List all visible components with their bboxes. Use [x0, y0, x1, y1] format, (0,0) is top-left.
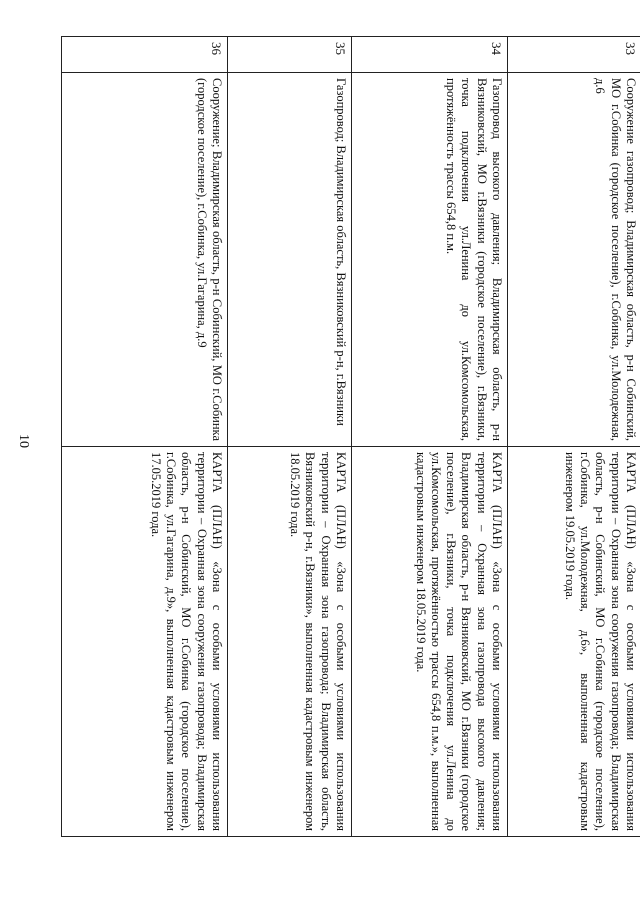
- object-description: Сооружение; Владимирская область, р-н Собинский, МО г.Собинка (городское поселение), г.Собинка, ул.Гагарина, д.9: [62, 73, 228, 447]
- object-description: Газопровод; Владимирская область, Вязниковский р-н, г.Вязники: [228, 73, 352, 447]
- row-number: 36: [62, 37, 228, 73]
- map-plan-document: КАРТА (ПЛАН) «Зона с особыми условиями использования территории – Охранная зона сооружения газопровода; Владимирская область, р-н Собинский, МО г.Собинка (городское поселение), г.Собинка, ул.Молодежная, д.6», выполненная кадастровым инженером 19.05.2019 года.: [508, 447, 640, 837]
- table-row: [62, 37, 228, 837]
- map-plan-document: КАРТА (ПЛАН) «Зона с особыми условиями использования территории – Охранная зона сооружения газопровода; Владимирская область, р-н Собинский, МО г.Собинка (городское поселение), г.Собинка, ул.Гагарина, д.9», выполненная кадастровым инженером 17.05.2019 года.: [62, 447, 228, 837]
- table-row: [508, 37, 640, 837]
- table-row: [352, 37, 508, 837]
- object-description: Сооружение газопровод; Владимирская область, р-н Собинский, МО г.Собинка (городское поселение), г.Собинка, ул.Молодежная, д.6: [508, 73, 640, 447]
- row-number: 33: [508, 37, 640, 73]
- object-description: Газопровод высокого давления; Владимирская область, р-н Вязниковский, МО г.Вязники (городское поселение), г.Вязники, точка подключения ул.Ленина до ул.Комсомольская, протяжённость трассы 654,8 п.м.: [352, 73, 508, 447]
- page-number: 10: [16, 434, 31, 448]
- map-plan-document: КАРТА (ПЛАН) «Зона с особыми условиями использования территории – Охранная зона газопровода высокого давления; Владимирская область, р-н Вязниковский, МО г.Вязники (городское поселение), г.Вязники, точка подключения ул.Ленина до ул.Комсомольская, протяжённостью трассы 654,8 п.м.», выполненная кадастровым инженером 18.05.2019 года.: [352, 447, 508, 837]
- map-plan-document: КАРТА (ПЛАН) «Зона с особыми условиями использования территории – Охранная зона газопровода; Владимирская область, Вязниковский р-н, г.Вязники», выполненная кадастровым инженером 18.05.2019 года.: [228, 447, 352, 837]
- zones-table: [61, 36, 640, 837]
- row-number: 35: [228, 37, 352, 73]
- table-row: [228, 37, 352, 837]
- row-number: 34: [352, 37, 508, 73]
- rotated-table-wrapper: [62, 36, 640, 836]
